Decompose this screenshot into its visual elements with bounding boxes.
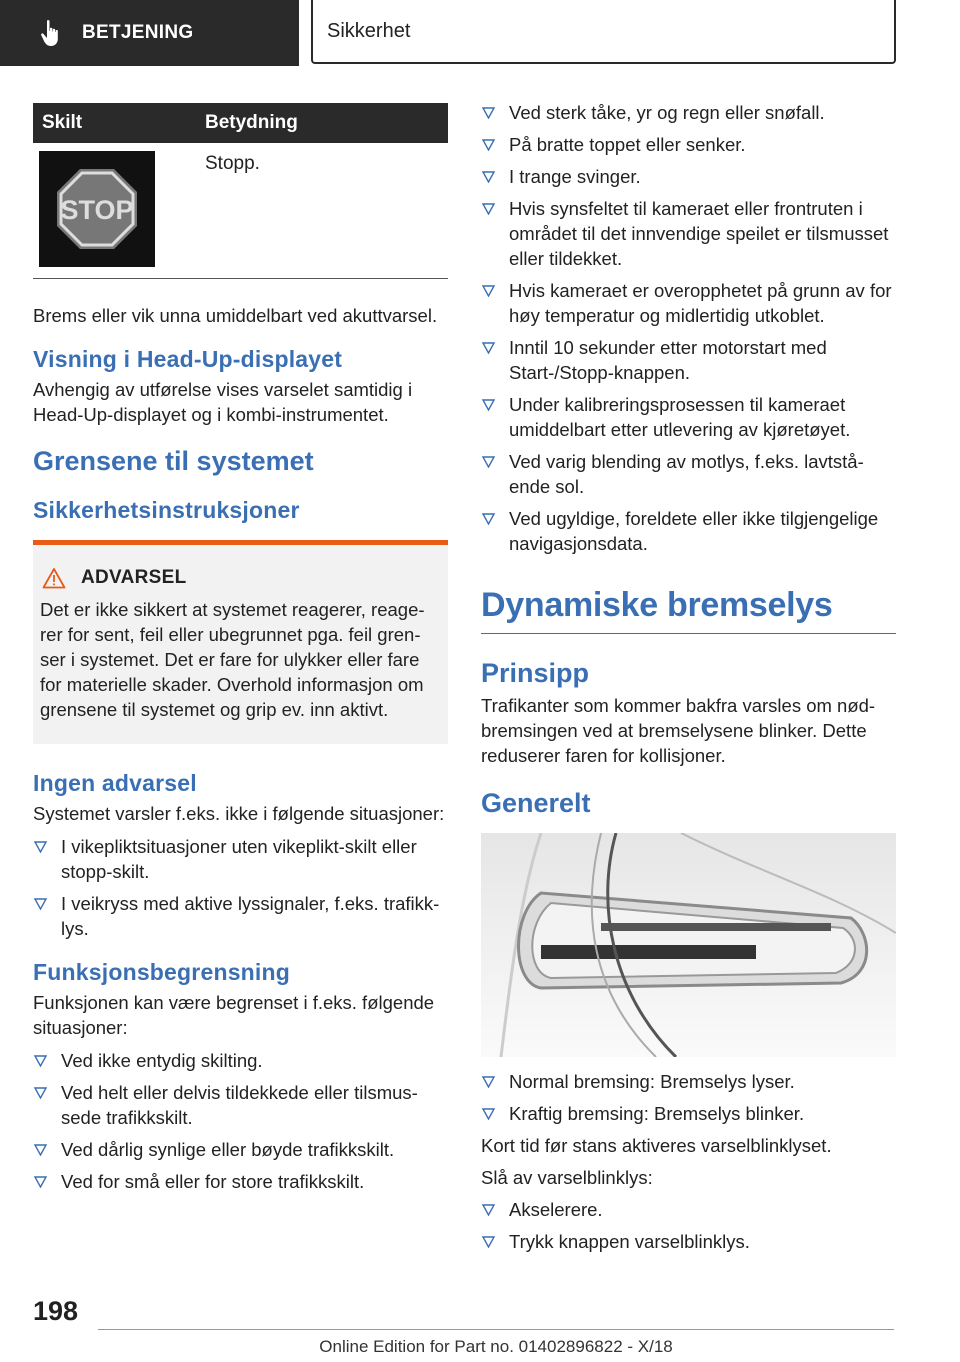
principle-text: Trafikanter som kommer bakfra varsles om nødbremsingen ved at bremselysene blinker. Dette reduserer faren for kollisjoner. xyxy=(481,695,876,766)
list-item: Ved varig blending av motlys, f.eks. lavtstående sol. xyxy=(481,449,896,499)
sign-table-row xyxy=(33,143,448,279)
short-stop-text: Kort tid før stans aktiveres varselblinklyset. xyxy=(481,1135,832,1156)
triangle-bullet-icon xyxy=(482,107,495,119)
condition-list xyxy=(481,100,896,556)
triangle-bullet-icon xyxy=(482,342,495,354)
function-limit-text: Funksjonen kan være begrenset i f.eks. følgende situasjoner: xyxy=(33,992,435,1038)
list-item: Hvis synsfeltet til kameraet eller frontruten i området til det innvendige speilet er tilsmusset eller tildekket. xyxy=(481,196,896,271)
chapter-tab xyxy=(0,0,299,66)
left-column xyxy=(33,103,448,1201)
triangle-bullet-icon xyxy=(482,1076,495,1088)
section-tab xyxy=(311,0,896,64)
pointing-hand-icon xyxy=(40,19,64,47)
hud-heading: Visning i Head-Up-displayet xyxy=(33,346,343,372)
triangle-bullet-icon xyxy=(482,171,495,183)
no-warning-heading: Ingen advarsel xyxy=(33,770,197,796)
list-item: På bratte toppet eller senker. xyxy=(481,132,896,157)
warning-triangle-icon xyxy=(42,567,66,589)
dynamic-brake-lights-heading: Dynamiske bremselys xyxy=(481,586,833,624)
list-item: Ved ugyldige, foreldete eller ikke tilgjengelige navigasjonsdata. xyxy=(481,506,896,556)
triangle-bullet-icon xyxy=(34,1055,47,1067)
list-item: Ved helt eller delvis tildekkede eller tilsmussede trafikkskilt. xyxy=(33,1080,448,1130)
triangle-bullet-icon xyxy=(482,456,495,468)
triangle-bullet-icon xyxy=(482,285,495,297)
stop-sign-text: STOP xyxy=(60,195,134,225)
brake-behaviour-list xyxy=(481,1069,896,1126)
sign-meaning: Stopp. xyxy=(205,153,260,174)
heading-rule xyxy=(481,633,896,634)
turn-off-list xyxy=(481,1197,896,1254)
list-item: Ved ikke entydig skilting. xyxy=(33,1048,448,1073)
chapter-title: BETJENING xyxy=(82,22,194,43)
edition-text: Online Edition for Part no. 01402896822 - X/18 xyxy=(319,1337,673,1356)
list-item: Normal bremsing: Bremselys lyser. xyxy=(481,1069,896,1094)
list-item: I veikryss med aktive lyssignaler, f.eks. trafikklys. xyxy=(33,891,448,941)
triangle-bullet-icon xyxy=(482,1204,495,1216)
brake-instruction: Brems eller vik unna umiddelbart ved akuttvarsel. xyxy=(33,305,438,326)
sign-table-header xyxy=(33,103,448,143)
turn-off-text: Slå av varselblinklys: xyxy=(481,1167,653,1188)
triangle-bullet-icon xyxy=(34,1144,47,1156)
no-warning-text: Systemet varsler f.eks. ikke i følgende situasjoner: xyxy=(33,803,445,824)
list-item: Ved dårlig synlige eller bøyde trafikkskilt. xyxy=(33,1137,448,1162)
triangle-bullet-icon xyxy=(482,203,495,215)
right-column xyxy=(481,100,896,1261)
triangle-bullet-icon xyxy=(34,1087,47,1099)
function-limit-heading: Funksjonsbegrensning xyxy=(33,959,291,985)
warning-text: Det er ikke sikkert at systemet reagerer, reagerer for sent, feil eller ubegrunnet pga. feil grenser i systemet. Det er fare for ulykker eller fare for materielle skader. Overhold informasjon om grensene til systemet og grip ev. inn aktivt. xyxy=(40,599,425,720)
stop-sign-icon xyxy=(56,168,138,250)
limits-heading: Grensene til systemet xyxy=(33,446,314,476)
principle-heading: Prinsipp xyxy=(481,658,590,688)
list-item: Kraftig bremsing: Bremselys blinker. xyxy=(481,1101,896,1126)
triangle-bullet-icon xyxy=(482,513,495,525)
page-number: 198 xyxy=(33,1296,79,1326)
list-item: Under kalibreringsprosessen til kameraet umiddelbart etter utlevering av kjøretøyet. xyxy=(481,392,896,442)
sign-table xyxy=(33,103,448,279)
section-title: Sikkerhet xyxy=(327,19,411,42)
list-item: Akselerere. xyxy=(481,1197,896,1222)
stop-sign-image xyxy=(39,151,155,267)
list-item: Ved for små eller for store trafikkskilt. xyxy=(33,1169,448,1194)
function-limit-list xyxy=(33,1048,448,1194)
col-header-sign: Skilt xyxy=(42,112,83,133)
triangle-bullet-icon xyxy=(482,139,495,151)
tail-light-image xyxy=(481,833,896,1057)
warning-box xyxy=(33,540,448,744)
col-header-meaning: Betydning xyxy=(205,112,298,133)
triangle-bullet-icon xyxy=(34,1176,47,1188)
list-item: Trykk knappen varselblinklys. xyxy=(481,1229,896,1254)
footer-rule xyxy=(98,1329,894,1330)
list-item: I trange svinger. xyxy=(481,164,896,189)
triangle-bullet-icon xyxy=(482,399,495,411)
list-item: Hvis kameraet er overopphetet på grunn av for høy temperatur og midlertidig utkoblet. xyxy=(481,278,896,328)
triangle-bullet-icon xyxy=(34,898,47,910)
triangle-bullet-icon xyxy=(482,1108,495,1120)
general-heading: Generelt xyxy=(481,788,591,818)
list-item: I vikepliktsituasjoner uten vikeplikt-skilt eller stopp-skilt. xyxy=(33,834,448,884)
hud-text: Avhengig av utførelse vises varselet samtidig i Head-Up-displayet og i kombi-instrumentet. xyxy=(33,379,413,425)
triangle-bullet-icon xyxy=(482,1236,495,1248)
safety-heading: Sikkerhetsinstruksjoner xyxy=(33,497,300,523)
triangle-bullet-icon xyxy=(34,841,47,853)
list-item: Ved sterk tåke, yr og regn eller snøfall. xyxy=(481,100,896,125)
warning-title: ADVARSEL xyxy=(81,567,187,588)
no-warning-list xyxy=(33,834,448,941)
list-item: Inntil 10 sekunder etter motorstart med Start-/Stopp-knappen. xyxy=(481,335,896,385)
